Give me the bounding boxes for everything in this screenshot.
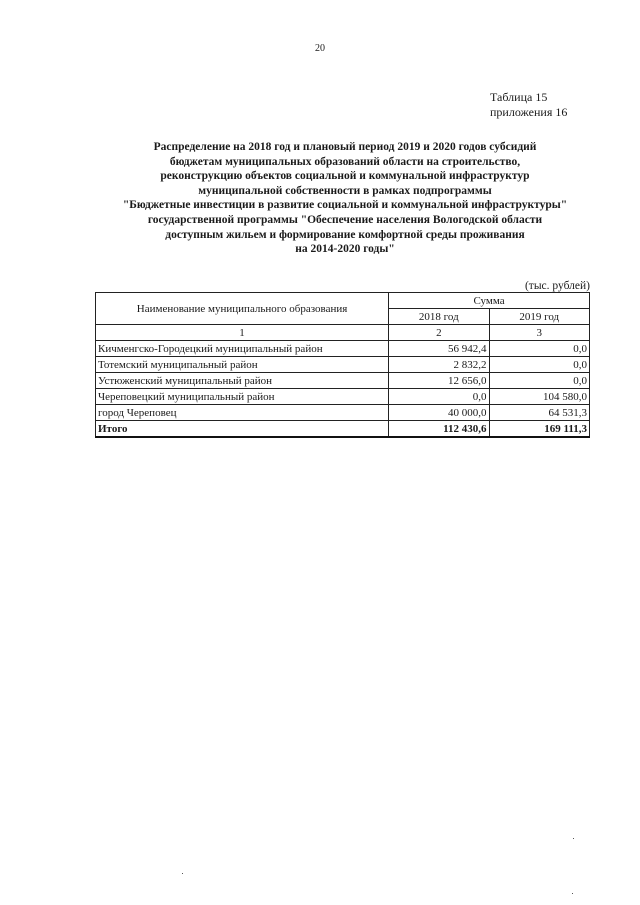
column-number: 1 — [96, 325, 389, 341]
scan-speck — [182, 873, 183, 874]
amount-2019: 0,0 — [489, 341, 589, 357]
total-2019: 169 111,3 — [489, 421, 589, 438]
table-row — [96, 357, 590, 373]
table-row — [96, 405, 590, 421]
header-name: Наименование муниципального образования — [96, 293, 389, 325]
municipality-name: Тотемский муниципальный район — [96, 357, 389, 373]
column-number-row — [96, 325, 590, 341]
header-row — [96, 293, 590, 309]
column-number: 3 — [489, 325, 589, 341]
table-reference-line-1: Таблица 15 — [490, 90, 548, 104]
title-line: муниципальной собственности в рамках подпрограммы — [198, 184, 492, 197]
page-number: 20 — [315, 43, 325, 54]
document-title — [100, 140, 590, 257]
header-sum: Сумма — [389, 293, 590, 309]
title-line: бюджетам муниципальных образований области на строительство, — [169, 155, 521, 168]
amount-2019: 104 580,0 — [489, 389, 589, 405]
subsidy-table — [95, 292, 590, 438]
title-line: реконструкцию объектов социальной и коммунальной инфраструктур — [160, 170, 530, 183]
table-reference-line-2: приложения 16 — [490, 105, 568, 119]
amount-2018: 40 000,0 — [389, 405, 489, 421]
amount-2019: 64 531,3 — [489, 405, 589, 421]
header-year-2018: 2018 год — [389, 309, 489, 325]
total-row — [96, 421, 590, 438]
municipality-name: город Череповец — [96, 405, 389, 421]
title-line: "Бюджетные инвестиции в развитие социальной и коммунальной инфраструктуры" — [122, 199, 568, 212]
amount-2018: 56 942,4 — [389, 341, 489, 357]
total-2018: 112 430,6 — [389, 421, 489, 438]
table-row — [96, 373, 590, 389]
total-label: Итого — [96, 421, 389, 438]
table-reference — [490, 90, 610, 120]
table-row — [96, 389, 590, 405]
amount-2018: 0,0 — [389, 389, 489, 405]
unit-label: (тыс. рублей) — [524, 280, 590, 292]
title-line: государственной программы "Обеспечение населения Вологодской области — [147, 213, 543, 226]
municipality-name: Кичменгско-Городецкий муниципальный район — [96, 341, 389, 357]
amount-2019: 0,0 — [489, 373, 589, 389]
title-line: доступным жильем и формирование комфортной среды проживания — [165, 228, 525, 241]
header-year-2019: 2019 год — [489, 309, 589, 325]
title-line: Распределение на 2018 год и плановый период 2019 и 2020 годов субсидий — [153, 141, 537, 153]
scan-speck — [572, 893, 573, 894]
amount-2019: 0,0 — [489, 357, 589, 373]
amount-2018: 12 656,0 — [389, 373, 489, 389]
table-row — [96, 341, 590, 357]
municipality-name: Устюженский муниципальный район — [96, 373, 389, 389]
amount-2018: 2 832,2 — [389, 357, 489, 373]
scan-speck — [573, 838, 574, 839]
municipality-name: Череповецкий муниципальный район — [96, 389, 389, 405]
column-number: 2 — [389, 325, 489, 341]
title-line: на 2014-2020 годы" — [295, 243, 395, 256]
